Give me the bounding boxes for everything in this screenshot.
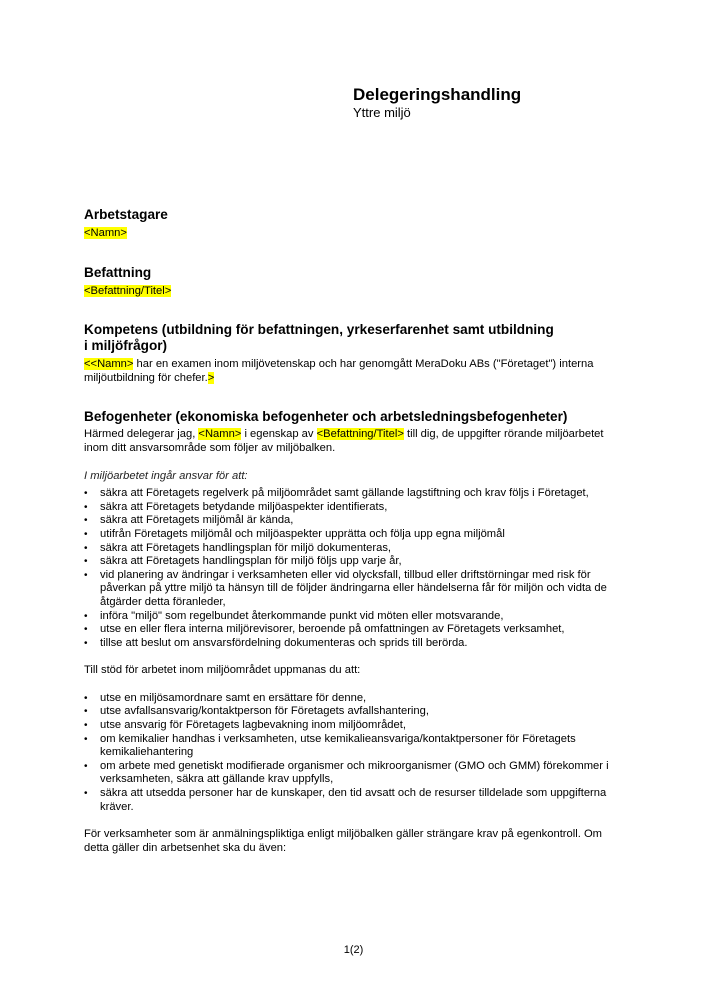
befogenheter-text [84, 428, 629, 455]
stod-list [84, 692, 629, 814]
section-stod [84, 664, 629, 814]
body-text: Härmed delegerar jag, [84, 428, 199, 441]
ansvar-intro: I miljöarbetet ingår ansvar för att: [84, 469, 248, 482]
list-item: • vid planering av ändringar i verksamheten eller vid olycksfall, tillbud eller driftstörningar med risk för påverkan på yttre miljö ta hänsyn till de följder ändringarna eller händelserna får för miljön och vidta de åtgärder detta föranleder, [84, 569, 629, 610]
section-kompetens [84, 322, 629, 385]
document-subtitle: Yttre miljö [353, 105, 411, 120]
document-body [84, 207, 629, 855]
section-arbetstagare [84, 207, 629, 241]
list-item: • införa "miljö" som regelbundet återkommande punkt vid möten eller motsvarande, [84, 610, 629, 624]
placeholder-namn: <Namn> [198, 428, 242, 441]
body-text: i egenskap av [241, 428, 317, 441]
stod-intro: Till stöd för arbetet inom miljöområdet uppmanas du att: [84, 664, 361, 677]
list-item: • om kemikalier handhas i verksamheten, utse kemikalieansvariga/kontaktpersoner för Företagets kemikaliehantering [84, 733, 629, 760]
section-befogenheter [84, 409, 629, 455]
list-item: • säkra att Företagets regelverk på miljöområdet samt gällande lagstiftning och krav följs i Företaget, [84, 487, 629, 501]
list-item: • utse ansvarig för Företagets lagbevakning inom miljöområdet, [84, 719, 629, 733]
placeholder-befattning: <Befattning/Titel> [84, 284, 172, 297]
list-item: • utse avfallsansvarig/kontaktperson för Företagets avfallshantering, [84, 705, 629, 719]
page-number: 1(2) [343, 944, 364, 956]
anmalning-text: För verksamheter som är anmälningspliktiga enligt miljöbalken gäller strängare krav på egenkontroll. Om detta gäller din arbetsenhet ska du även: [84, 828, 602, 854]
list-item: • säkra att Företagets betydande miljöaspekter identifierats, [84, 501, 629, 515]
list-item: • säkra att utsedda personer har de kunskaper, den tid avsatt och de resurser tilldelade som uppgifterna kräver. [84, 787, 629, 814]
section-heading: Befogenheter (ekonomiska befogenheter och arbetsledningsbefogenheter) [84, 409, 568, 425]
body-text: till dig, de uppgifter rörande miljöarbetet inom ditt ansvarsområde som följer av miljöbalken. [84, 428, 604, 454]
heading-line: Kompetens (utbildning för befattningen, yrkeserfarenhet samt utbildning [84, 322, 554, 338]
section-ansvar [84, 470, 629, 651]
list-item: • om arbete med genetiskt modifierade organismer och mikroorganismer (GMO och GMM) förekommer i verksamheten, säkra att gällande krav uppfylls, [84, 760, 629, 787]
section-heading: Befattning [84, 264, 152, 280]
list-item: • tillse att beslut om ansvarsfördelning dokumenteras och sprids till berörda. [84, 637, 629, 651]
section-anmalning [84, 828, 629, 855]
placeholder-end: > [207, 371, 215, 384]
list-item: • säkra att Företagets handlingsplan för miljö dokumenteras, [84, 542, 629, 556]
list-item: • säkra att Företagets handlingsplan för miljö följs upp varje år, [84, 555, 629, 569]
section-heading [84, 322, 629, 354]
document-title: Delegeringshandling [353, 85, 522, 104]
placeholder-befattning: <Befattning/Titel> [316, 428, 404, 441]
section-heading: Arbetstagare [84, 207, 168, 222]
list-item: • utse en eller flera interna miljörevisorer, beroende på omfattningen av Företagets verksamhet, [84, 623, 629, 637]
list-item: • utse en miljösamordnare samt en ersättare för denne, [84, 692, 629, 706]
list-item: • utifrån Företagets miljömål och miljöaspekter upprätta och följa upp egna miljömål [84, 528, 629, 542]
title-block [353, 85, 521, 120]
kompetens-text [84, 358, 629, 385]
placeholder-namn: <<Namn> [84, 358, 134, 371]
heading-line: i miljöfrågor) [84, 338, 168, 354]
ansvar-list [84, 487, 629, 650]
placeholder-namn: <Namn> [84, 227, 127, 239]
list-item: • säkra att Företagets miljömål är kända, [84, 514, 629, 528]
section-befattning [84, 265, 629, 299]
body-text: har en examen inom miljövetenskap och har genomgått MeraDoku ABs ("Företaget") interna miljöutbildning för chefer. [84, 358, 594, 384]
